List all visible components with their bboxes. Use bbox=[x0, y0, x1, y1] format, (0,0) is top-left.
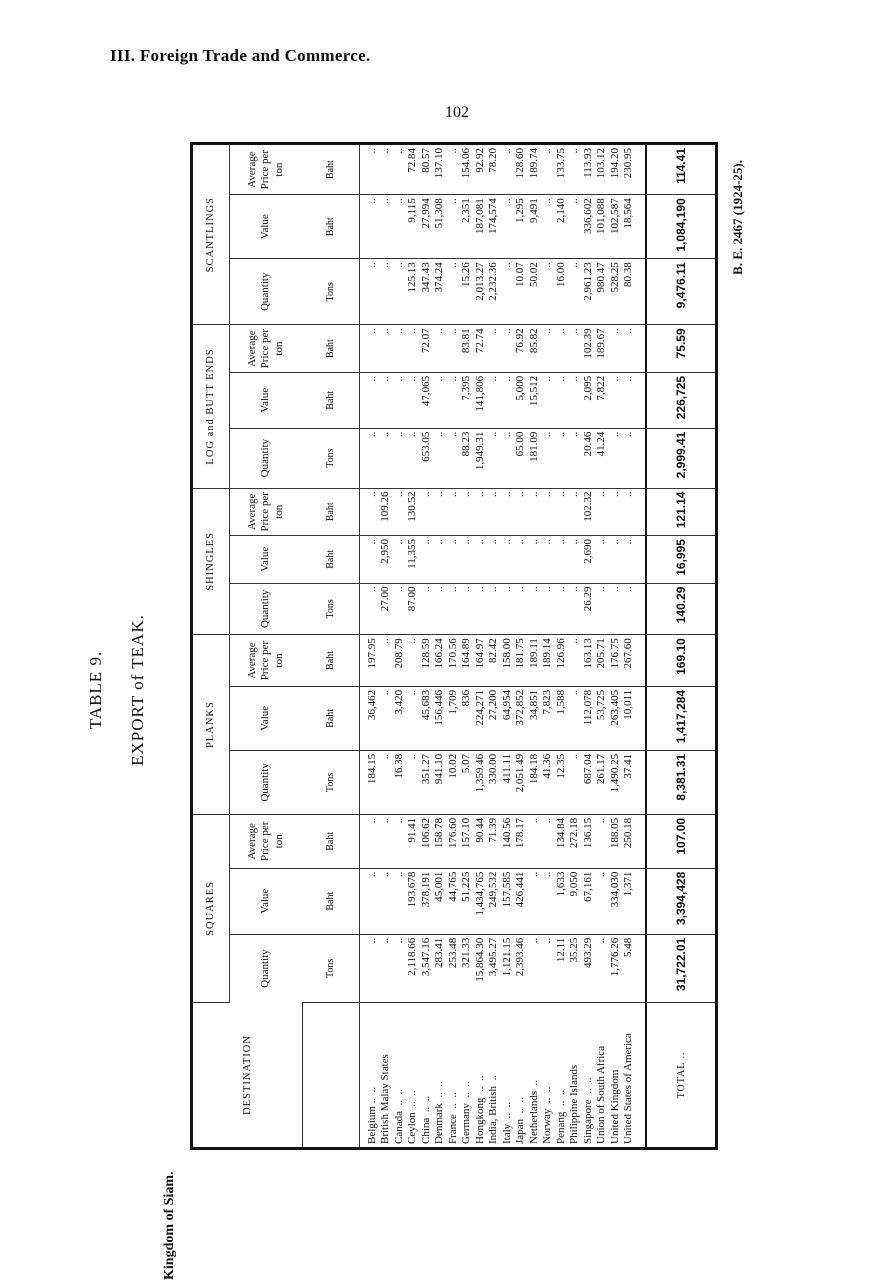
column-header-quantity: Quantity bbox=[230, 428, 303, 488]
section-heading: III. Foreign Trade and Commerce. bbox=[110, 46, 371, 65]
total-planks-average: 169.10 bbox=[646, 635, 715, 687]
total-planks-quantity: 8,381.31 bbox=[646, 750, 715, 814]
column-header-quantity: Quantity bbox=[230, 583, 303, 635]
logs-quantity-column: .. .. .. .. 653.05 .. .. 88.23 1,949.31 .. .. 65.00 181.09 .. .. .. 20.46 41.24 .. .. bbox=[359, 428, 646, 488]
column-header-value: Value bbox=[230, 536, 303, 584]
unit-header-baht: Baht bbox=[302, 536, 359, 584]
squares-header: SQUARES bbox=[193, 814, 230, 1002]
shingles-value-column: .. 2,950 .. 11,355 .. .. .. .. .. .. .. .. .. .. .. .. 2,690 .. .. .. bbox=[359, 536, 646, 584]
total-row bbox=[646, 145, 715, 1147]
unit-header-tons: Tons bbox=[302, 259, 359, 325]
year-label bbox=[730, 160, 752, 330]
logs-value-column: .. .. .. .. 47,065 .. .. 7,395 141,806 .. .. 5,000 15,512 .. .. .. 2,095 7,822 .. .. bbox=[359, 372, 646, 428]
shingles-average-column: .. 109.26 .. 130.52 .. .. .. .. .. .. .. .. .. .. .. .. 102.32 .. .. .. bbox=[359, 488, 646, 536]
scantlings-header: SCANTLINGS bbox=[193, 145, 230, 325]
unit-header-tons: Tons bbox=[302, 583, 359, 635]
squares-value-column: .. .. .. 193,678 378,191 45,001 44,765 51,225 1,434,765 249,532 157,585 426,441 .. .. 1,633 9,050 67,161 .. 334,030 1,371 bbox=[359, 868, 646, 934]
total-logs-average: 75.59 bbox=[646, 325, 715, 373]
total-shingles-average: 121.14 bbox=[646, 488, 715, 536]
unit-header-tons: Tons bbox=[302, 428, 359, 488]
column-header-value: Value bbox=[230, 372, 303, 428]
table-subject: EXPORT of TEAK. bbox=[128, 614, 147, 766]
total-scantlings-value: 1,084,190 bbox=[646, 195, 715, 259]
teak-export-table-frame bbox=[190, 142, 718, 1150]
shingles-quantity-column: .. 27.00 .. 87.00 .. .. .. .. .. .. .. .. .. .. .. .. 26.29 .. .. .. bbox=[359, 583, 646, 635]
column-header-quantity: Quantity bbox=[230, 750, 303, 814]
planks-average-column: 197.95 .. 208.79 .. 128.59 166.24 170.56 164.89 164.97 82.42 158.00 181.75 189.11 189.14 126.96 .. 163.13 205.71 176.75 267.60 bbox=[359, 635, 646, 687]
table-number: TABLE 9. bbox=[86, 650, 105, 730]
unit-header-baht: Baht bbox=[302, 488, 359, 536]
teak-export-table bbox=[193, 145, 715, 1147]
logs-average-column: .. .. .. .. 72.07 .. .. 83.81 72.74 .. .. 76.92 85.82 .. .. .. 102.39 189.67 .. .. bbox=[359, 325, 646, 373]
total-shingles-value: 16,995 bbox=[646, 536, 715, 584]
column-header-average-price: Average Price per ton bbox=[230, 145, 303, 195]
destination-header: DESTINATION bbox=[193, 1002, 302, 1147]
scantlings-quantity-column: .. .. .. 125.13 347.43 374.24 .. 15.26 2,013.27 2,232.36 .. 10.07 50.02 .. 16.00 .. 2,961.23 980.47 528.25 80.38 bbox=[359, 259, 646, 325]
total-scantlings-average: 114.41 bbox=[646, 145, 715, 195]
total-scantlings-quantity: 9,476.11 bbox=[646, 259, 715, 325]
total-squares-quantity: 31,722.01 bbox=[646, 934, 715, 1002]
column-header-average-price: Average Price per ton bbox=[230, 488, 303, 536]
column-header-average-price: Average Price per ton bbox=[230, 814, 303, 868]
unit-header-baht: Baht bbox=[302, 635, 359, 687]
unit-header-tons: Tons bbox=[302, 934, 359, 1002]
unit-header-baht: Baht bbox=[302, 868, 359, 934]
column-header-value: Value bbox=[230, 868, 303, 934]
planks-quantity-column: 184.15 .. 16.38 .. 351.27 941.10 10.02 5.07 1,359.46 330.00 411.11 2,051.49 184.18 41.36 12.35 .. 687.04 261.17 1,490.25 37.41 bbox=[359, 750, 646, 814]
year-label-text: B. E. 2467 (1924-25). bbox=[730, 160, 745, 275]
destination-list: Belgium .. .. British Malay States Canada .. .. Ceylon .. .. China .. .. Denmark .. .. France .. .. Germany .. .. Hongkong .. .. India, British .. Italy .. .. Japan .. .. Netherlands .. Norway .. .. Penang .. .. Philippine Islands Singapore .. .. Union of South Africa United Kingdom United States of America bbox=[365, 1033, 634, 1144]
total-planks-value: 1,417,284 bbox=[646, 686, 715, 750]
scantlings-value-column: .. .. .. 9,115 27,994 51,308 .. 2,351 187,081 174,574 .. 1,295 9,491 .. 2,140 .. 336,602 101,088 102,587 18,564 bbox=[359, 195, 646, 259]
scantlings-average-column: .. .. .. 72.84 80.57 137.10 .. 154.06 92.92 78.20 .. 128.60 189.74 .. 133.75 .. 113.93 103.12 194.20 230.95 bbox=[359, 145, 646, 195]
country-label-text: Kingdom of Siam. bbox=[162, 1171, 177, 1280]
total-squares-average: 107.00 bbox=[646, 814, 715, 868]
unit-header-baht: Baht bbox=[302, 372, 359, 428]
shingles-header: SHINGLES bbox=[193, 488, 230, 635]
total-logs-quantity: 2,999.41 bbox=[646, 428, 715, 488]
total-squares-value: 3,394,428 bbox=[646, 868, 715, 934]
column-header-quantity: Quantity bbox=[259, 949, 272, 988]
column-header-average-price: Average Price per ton bbox=[230, 325, 303, 373]
column-header-value: Value bbox=[230, 195, 303, 259]
column-header-quantity: Quantity bbox=[230, 259, 303, 325]
squares-average-column: .. .. .. 91.41 106.62 158.78 176.60 157.10 90.44 71.39 140.56 178.17 .. .. 134.84 272.18 136.15 .. 188.05 250.18 bbox=[359, 814, 646, 868]
unit-header-baht: Baht bbox=[302, 814, 359, 868]
total-logs-value: 226,725 bbox=[646, 372, 715, 428]
column-header-value: Value bbox=[230, 686, 303, 750]
total-shingles-quantity: 140.29 bbox=[646, 583, 715, 635]
page-number: 102 bbox=[445, 104, 469, 121]
unit-header-blank bbox=[302, 1002, 359, 1147]
squares-quantity-column: .. .. .. 2,118.66 3,547.16 283.41 253.48 321.33 15,864.30 3,495.27 1,121.15 2,393.46 .. .. 12.11 35.25 493.29 .. 1,776.26 5.48 bbox=[359, 934, 646, 1002]
unit-header-tons: Tons bbox=[302, 750, 359, 814]
unit-header-baht: Baht bbox=[302, 195, 359, 259]
unit-header-baht: Baht bbox=[302, 145, 359, 195]
logs-header: LOG and BUTT ENDS bbox=[193, 325, 230, 488]
unit-header-baht: Baht bbox=[302, 686, 359, 750]
table-title-block bbox=[80, 560, 180, 820]
total-label: TOTAL .. bbox=[646, 1002, 715, 1147]
planks-value-column: 36,462 .. 3,420 .. 45,683 156,446 1,709 836 224,271 27,200 64,954 372,852 34,851 7,823 1,588 .. 112,078 53,725 263,405 10,011 bbox=[359, 686, 646, 750]
unit-header-baht: Baht bbox=[302, 325, 359, 373]
planks-header: PLANKS bbox=[193, 635, 230, 815]
column-header-average-price: Average Price per ton bbox=[230, 635, 303, 687]
country-label bbox=[162, 1130, 184, 1280]
